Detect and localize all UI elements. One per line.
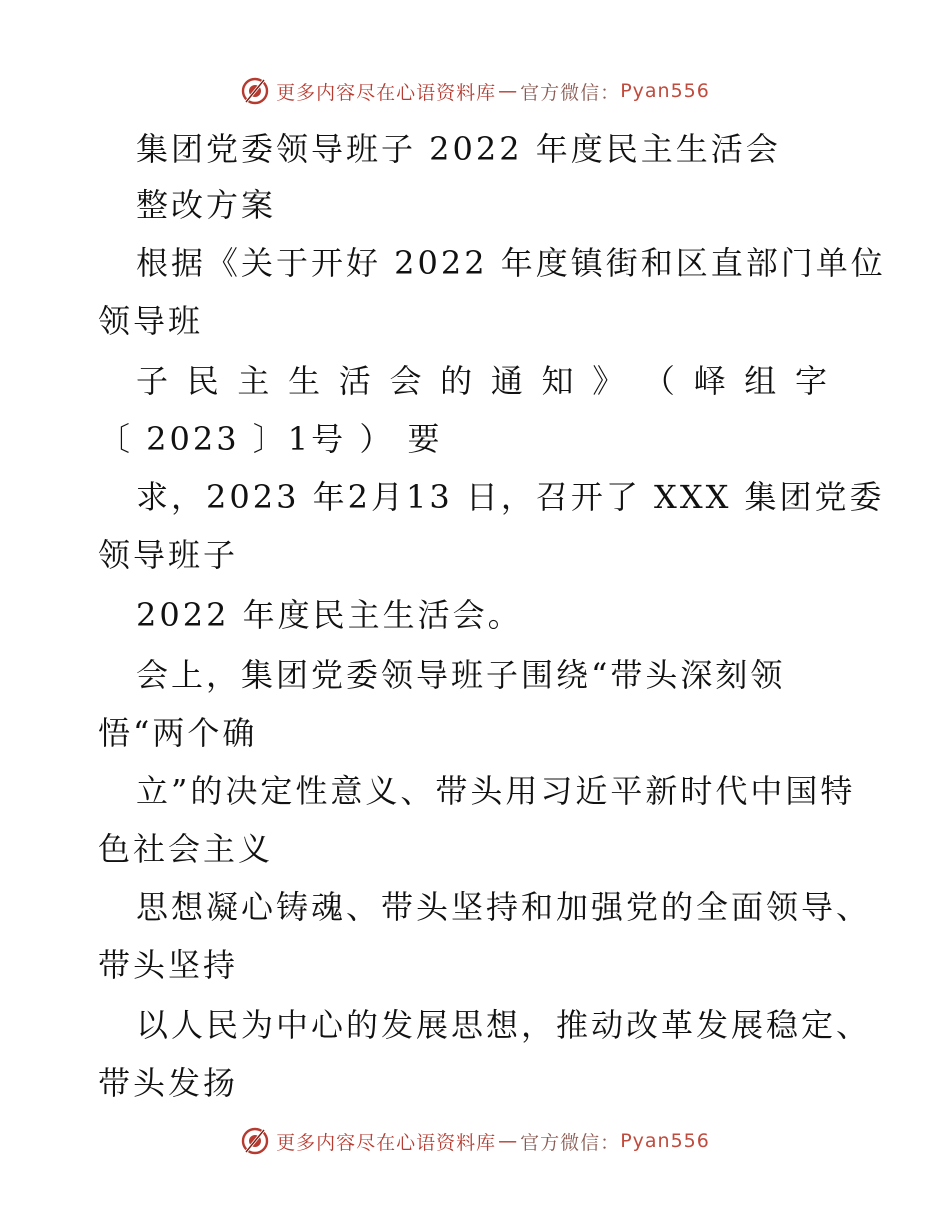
paragraph-line-5: 求，2023 年2月13 日，召开了 XXX 集团党委 — [136, 478, 885, 516]
feather-pen-logo-icon — [240, 1126, 270, 1156]
spread-char: 子 — [136, 362, 172, 400]
feather-pen-logo-icon — [240, 76, 270, 106]
spread-char: 知 — [541, 362, 577, 400]
watermark-separator: — — [498, 1130, 519, 1152]
paragraph-line-1: 根据《关于开好 2022 年度镇街和区直部门单位 — [136, 244, 886, 282]
paragraph-line-11: 色社会主义 — [98, 830, 274, 868]
spread-char: 》 — [592, 362, 628, 400]
footer-watermark — [0, 1126, 950, 1156]
spread-char: 民 — [186, 362, 222, 400]
spread-char: 字 — [794, 362, 830, 400]
paragraph-line-12: 思想凝心铸魂、带头坚持和加强党的全面领导、 — [136, 888, 872, 926]
paragraph-line-4: 〔 2023 〕1号 ） 要 — [98, 420, 443, 458]
paragraph-line-15: 带头发扬 — [98, 1064, 239, 1102]
paragraph-line-10: 立”的决定性意义、带头用习近平新时代中国特 — [136, 772, 856, 810]
paragraph-line-7: 2022 年度民主生活会。 — [136, 596, 523, 634]
watermark-wechat-label: 官方微信： — [520, 1131, 621, 1154]
spread-char: 的 — [440, 362, 476, 400]
watermark-separator: — — [498, 80, 519, 102]
header-watermark — [0, 76, 950, 106]
paragraph-line-8: 会上，集团党委领导班子围绕“带头深刻领 — [136, 656, 786, 694]
watermark-wechat-id: Pyan556 — [620, 80, 710, 102]
spread-char: 主 — [237, 362, 273, 400]
paragraph-line-13: 带头坚持 — [98, 946, 239, 984]
paragraph-line-2: 领导班 — [98, 302, 204, 340]
spread-char: （ — [642, 362, 678, 400]
watermark-site-text: 更多内容尽在心语资料库 — [276, 1131, 497, 1154]
spread-char: 生 — [288, 362, 324, 400]
watermark-wechat-label: 官方微信： — [520, 81, 621, 104]
paragraph-line-3-spread — [136, 362, 830, 400]
spread-char: 通 — [490, 362, 526, 400]
spread-char: 活 — [338, 362, 374, 400]
document-title-line2: 整改方案 — [136, 186, 277, 224]
watermark-site-text: 更多内容尽在心语资料库 — [276, 81, 497, 104]
spread-char: 峄 — [693, 362, 729, 400]
document-title-line1: 集团党委领导班子 2022 年度民主生活会 — [136, 130, 781, 168]
paragraph-line-14: 以人民为中心的发展思想，推动改革发展稳定、 — [136, 1006, 872, 1044]
watermark-wechat-id: Pyan556 — [620, 1130, 710, 1152]
spread-char: 组 — [744, 362, 780, 400]
paragraph-line-6: 领导班子 — [98, 536, 239, 574]
paragraph-line-9: 悟“两个确 — [98, 714, 258, 752]
spread-char: 会 — [389, 362, 425, 400]
